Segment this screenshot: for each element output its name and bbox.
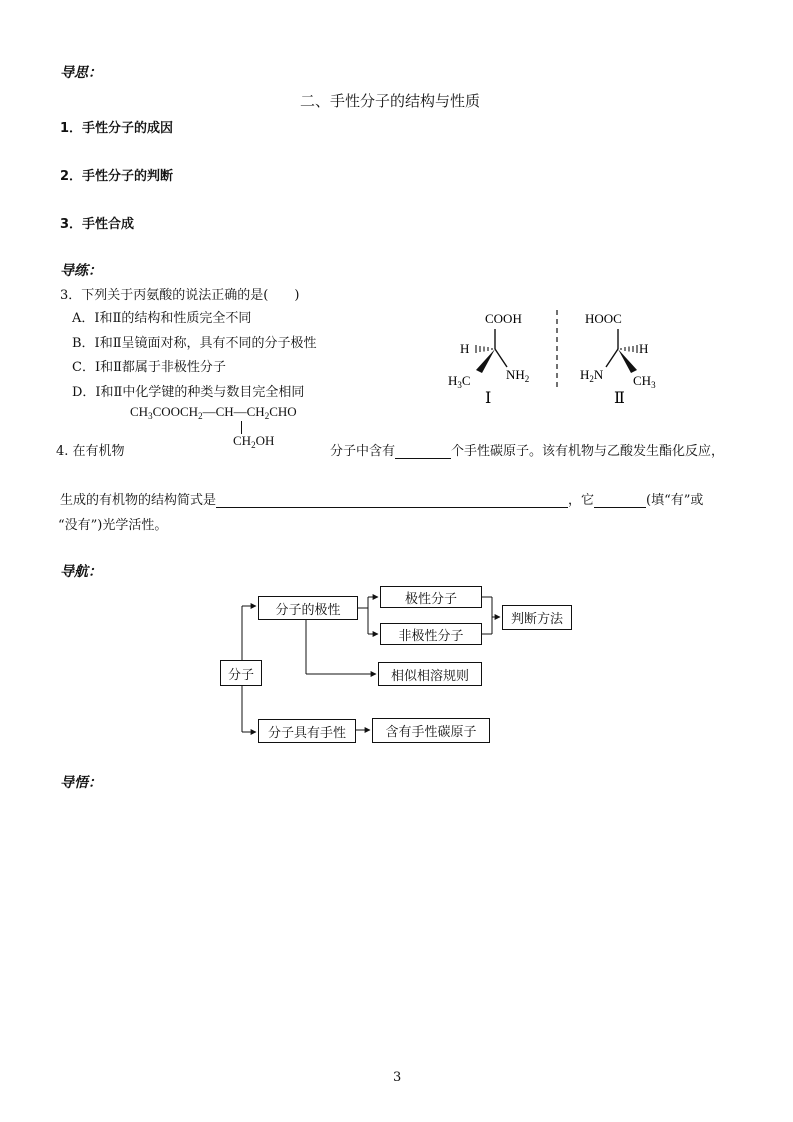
left-h-label: H bbox=[460, 341, 470, 356]
q4-formula-main: $CH_3COOCH_2—CH—CH_2CHO$ bbox=[130, 404, 297, 421]
right-h2n-label: $H_2N$ bbox=[580, 367, 604, 384]
flow-node-molecule: 分子 bbox=[220, 660, 262, 686]
flow-node-similar: 相似相溶规则 bbox=[378, 662, 482, 686]
q4-formula-branch: $CH_2OH$ bbox=[233, 433, 275, 450]
left-roman-label: Ⅰ bbox=[485, 390, 492, 407]
q3-option-c: C．Ⅰ和Ⅱ都属于非极性分子 bbox=[72, 360, 226, 375]
flow-node-method: 判断方法 bbox=[502, 605, 572, 630]
q3-option-a: A．Ⅰ和Ⅱ的结构和性质完全不同 bbox=[72, 311, 252, 326]
section-daosi: 导思： bbox=[60, 65, 102, 81]
outline-text: 手性分子的判断 bbox=[82, 169, 174, 184]
flow-node-nonpolar: 非极性分子 bbox=[380, 623, 482, 645]
q4-line2-prefix: 生成的有机物的结构简式是 bbox=[60, 493, 217, 508]
flow-node-chiral-carbon: 含有手性碳原子 bbox=[372, 718, 490, 743]
section-daowu: 导悟： bbox=[60, 775, 102, 791]
outline-num: 2． bbox=[60, 169, 83, 184]
page-number: 3 bbox=[393, 1070, 402, 1085]
q4-prefix: 4. 在有机物 bbox=[56, 444, 125, 459]
left-cooh-label: COOH bbox=[485, 311, 522, 326]
right-roman-label: Ⅱ bbox=[614, 390, 625, 407]
q3-option-d: D．Ⅰ和Ⅱ中化学键的种类与数目完全相同 bbox=[72, 385, 305, 400]
left-h3c-label: $H_3C$ bbox=[448, 373, 471, 390]
flow-node-polarity: 分子的极性 bbox=[258, 596, 358, 620]
section-dalian: 导练： bbox=[60, 263, 102, 279]
outline-text: 手性分子的成因 bbox=[82, 121, 174, 136]
q3-stem: 3．下列关于丙氨酸的说法正确的是( ) bbox=[60, 288, 300, 303]
outline-text: 手性合成 bbox=[82, 217, 135, 232]
right-ch3-label: $CH_3$ bbox=[633, 373, 656, 390]
flow-node-polar: 极性分子 bbox=[380, 586, 482, 608]
right-hooc-label: HOOC bbox=[585, 311, 622, 326]
q4-line3: “没有”)光学活性。 bbox=[58, 518, 168, 533]
right-h-label: H bbox=[639, 341, 649, 356]
page-title: 二、手性分子的结构与性质 bbox=[300, 92, 481, 110]
q4-line2-end: (填“有”或 bbox=[646, 493, 704, 508]
section-daohang: 导航： bbox=[60, 564, 102, 580]
q3-option-b: B．Ⅰ和Ⅱ呈镜面对称，具有不同的分子极性 bbox=[72, 336, 317, 351]
flow-node-chirality: 分子具有手性 bbox=[258, 719, 356, 743]
q4-line2-mid: ，它 bbox=[568, 493, 595, 508]
left-nh2-label: $NH_2$ bbox=[506, 367, 530, 384]
q4-after-blank: 个手性碳原子。该有机物与乙酸发生酯化反应， bbox=[451, 444, 725, 459]
q4-mid: 分子中含有 bbox=[330, 444, 396, 459]
outline-num: 1． bbox=[60, 121, 83, 136]
outline-num: 3． bbox=[60, 217, 83, 232]
